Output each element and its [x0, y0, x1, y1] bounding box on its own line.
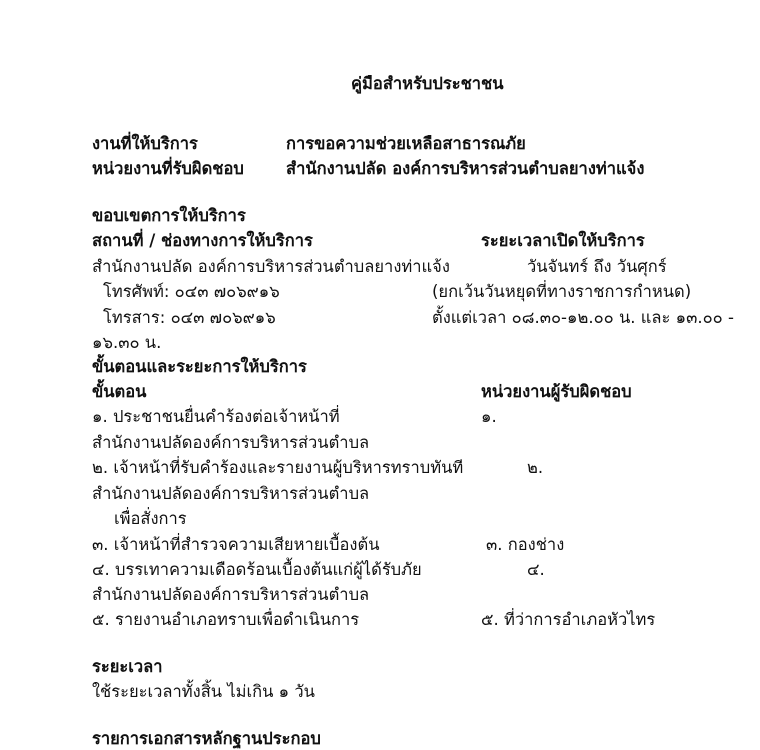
service-time: ตั้งแต่เวลา ๐๘.๓๐-๑๒.๐๐ น. และ ๑๓.๐๐ - — [432, 308, 734, 327]
step-4-unit-name: สำนักงานปลัดองค์การบริหารส่วนตำบล — [92, 585, 370, 604]
holiday-note: (ยกเว้นวันหยุดที่ทางราชการกำหนด) — [432, 282, 692, 301]
agency-label: หน่วยงานที่รับผิดชอบ — [92, 159, 244, 178]
step-3-unit: ๓. กองช่าง — [486, 535, 565, 554]
step-2-unit: ๒. — [527, 458, 544, 477]
service-label: งานที่ให้บริการ — [92, 134, 198, 153]
step-2-unit-name: สำนักงานปลัดองค์การบริหารส่วนตำบล — [92, 484, 370, 503]
step-3: ๓. เจ้าหน้าที่สำรวจความเสียหายเบื้องต้น — [92, 535, 380, 554]
service-days: วันจันทร์ ถึง วันศุกร์ — [527, 257, 667, 276]
duration-heading: ระยะเวลา — [92, 657, 163, 676]
step-5: ๕. รายงานอำเภอทราบเพื่อดำเนินการ — [92, 610, 360, 629]
agency-value: สำนักงานปลัด องค์การบริหารส่วนตำบลยางท่าแจ้ง — [286, 159, 645, 178]
service-time-end: ๑๖.๓๐ น. — [92, 333, 162, 352]
service-place: สำนักงานปลัด องค์การบริหารส่วนตำบลยางท่าแจ้ง — [92, 257, 450, 276]
phone-number: โทรศัพท์: ๐๔๓ ๗๐๖๙๑๖ — [103, 282, 280, 301]
step-5-unit: ๕. ที่ว่าการอำเภอหัวไทร — [481, 610, 656, 629]
hours-heading: ระยะเวลาเปิดให้บริการ — [481, 231, 645, 250]
step-4-unit: ๔. — [527, 560, 545, 579]
service-value: การขอความช่วยเหลือสาธารณภัย — [286, 134, 526, 153]
duration-value: ใช้ระยะเวลาทั้งสิ้น ไม่เกิน ๑ วัน — [92, 682, 315, 701]
scope-heading: ขอบเขตการให้บริการ — [92, 206, 246, 225]
step-4: ๔. บรรเทาความเดือดร้อนเบื้องต้นแก่ผู้ได้รับภัย — [92, 560, 422, 579]
steps-column-step: ขั้นตอน — [92, 382, 147, 401]
step-2-continuation: เพื่อสั่งการ — [114, 509, 187, 528]
steps-heading: ขั้นตอนและระยะการให้บริการ — [92, 357, 307, 376]
document-title: คู่มือสำหรับประชาชน — [351, 74, 504, 93]
step-2: ๒. เจ้าหน้าที่รับคำร้องและรายงานผู้บริหารทราบทันที — [92, 458, 464, 477]
documents-heading: รายการเอกสารหลักฐานประกอบ — [92, 729, 321, 748]
place-heading: สถานที่ / ช่องทางการให้บริการ — [92, 231, 313, 250]
step-1-unit-name: สำนักงานปลัดองค์การบริหารส่วนตำบล — [92, 433, 370, 452]
step-1: ๑. ประชาชนยื่นคำร้องต่อเจ้าหน้าที่ — [92, 407, 340, 426]
step-1-unit: ๑. — [481, 407, 497, 426]
steps-column-unit: หน่วยงานผู้รับผิดชอบ — [481, 382, 632, 401]
fax-number: โทรสาร: ๐๔๓ ๗๐๖๙๑๖ — [103, 308, 276, 327]
